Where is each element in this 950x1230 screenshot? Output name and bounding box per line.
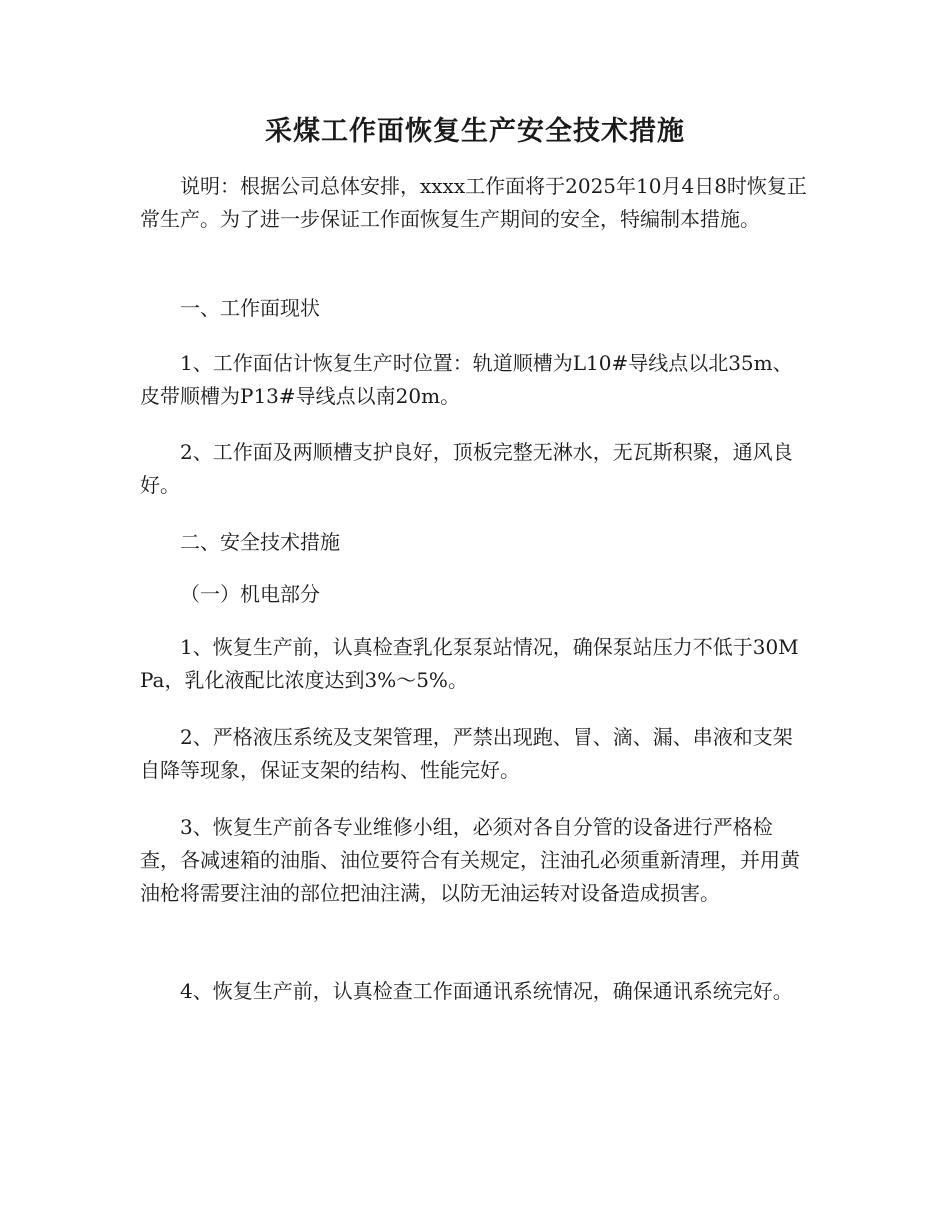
document-title: 采煤工作面恢复生产安全技术措施 (265, 116, 685, 147)
heading-section-1: 一、工作面现状 (180, 296, 320, 320)
paragraph-measure-3: 3、恢复生产前各专业维修小组，必须对各自分管的设备进行严格检查，各减速箱的油脂、油位要符合有关规定，注油孔必须重新清理，并用黄油枪将需要注油的部位把油注满，以防无油运转对设备造成损害。 (140, 815, 800, 905)
paragraph-measure-4: 4、恢复生产前，认真检查工作面通讯系统情况，确保通讯系统完好。 (180, 979, 793, 1003)
paragraph-intro: 说明：根据公司总体安排，xxxx工作面将于2025年10月4日8时恢复正常生产。为了进一步保证工作面恢复生产期间的安全，特编制本措施。 (140, 174, 807, 231)
paragraph-measure-1: 1、恢复生产前，认真检查乳化泵泵站情况，确保泵站压力不低于30MPa，乳化液配比浓度达到3%～5%。 (140, 635, 799, 692)
paragraph-status-2: 2、工作面及两顺槽支护良好，顶板完整无淋水，无瓦斯积聚，通风良好。 (140, 440, 793, 497)
paragraph-measure-2: 2、严格液压系统及支架管理，严禁出现跑、冒、滴、漏、串液和支架自降等现象，保证支架的结构、性能完好。 (140, 725, 793, 782)
heading-section-2: 二、安全技术措施 (180, 530, 340, 554)
paragraph-status-1: 1、工作面估计恢复生产时位置：轨道顺槽为L10#导线点以北35m、皮带顺槽为P13#导线点以南20m。 (140, 351, 793, 408)
heading-subsection-1: （一）机电部分 (180, 582, 320, 606)
